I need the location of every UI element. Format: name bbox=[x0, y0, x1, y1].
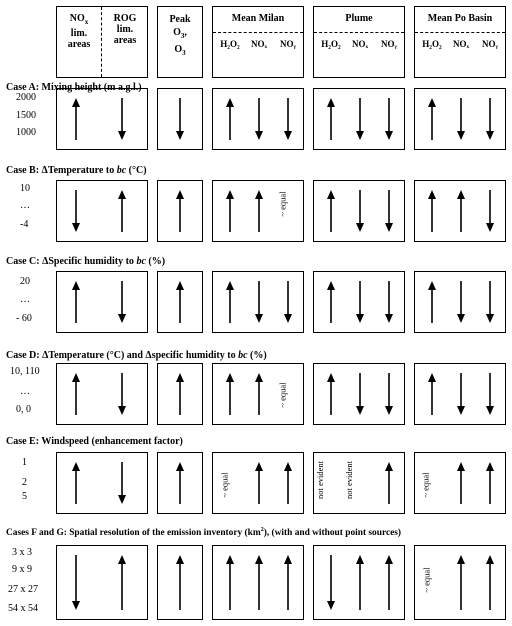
arrow-up-icon bbox=[226, 190, 234, 232]
level-label: 1 bbox=[22, 457, 27, 468]
level-label: 2 bbox=[22, 477, 27, 488]
level-label: … bbox=[20, 386, 30, 397]
level-label: 27 x 27 bbox=[8, 584, 38, 595]
level-label: … bbox=[20, 200, 30, 211]
arrow-down-icon bbox=[486, 190, 494, 232]
arrow-down-icon bbox=[486, 373, 494, 415]
arrow-down-icon bbox=[72, 555, 80, 610]
case-c-title: Case C: ΔSpecific humidity to bc (%) bbox=[6, 256, 166, 267]
level-label: 1000 bbox=[16, 127, 36, 138]
arrow-down-icon bbox=[118, 462, 126, 504]
level-label: 54 x 54 bbox=[8, 603, 38, 614]
arrow-up-icon bbox=[176, 190, 184, 232]
level-label: … bbox=[20, 294, 30, 305]
equal-note: ~ equal bbox=[421, 567, 432, 593]
peak-o3-label: Peak $O_3$, $O_3$ bbox=[169, 14, 191, 57]
arrow-down-icon bbox=[385, 98, 393, 140]
not-evident-note: not evident bbox=[344, 460, 355, 500]
equal-note: ~ equal bbox=[219, 472, 230, 498]
rog-limited-label: ROG lim. areas bbox=[113, 13, 137, 46]
arrow-down-icon bbox=[118, 373, 126, 415]
arrow-down-icon bbox=[255, 281, 263, 323]
level-label: 2000 bbox=[16, 92, 36, 103]
species-label: NOᵧ bbox=[279, 39, 297, 49]
arrow-up-icon bbox=[457, 190, 465, 232]
arrow-up-icon bbox=[356, 555, 364, 610]
arrow-up-icon bbox=[428, 281, 436, 323]
arrow-down-icon bbox=[457, 98, 465, 140]
level-label: 10 bbox=[20, 183, 30, 194]
arrow-up-icon bbox=[72, 281, 80, 323]
arrow-down-icon bbox=[356, 373, 364, 415]
case-a-title: Case A: Mixing height (m a.g.l.) bbox=[6, 82, 142, 93]
arrow-down-icon bbox=[385, 281, 393, 323]
arrow-up-icon bbox=[118, 555, 126, 610]
case-b-title: Case B: ΔTemperature to bc (°C) bbox=[6, 165, 147, 176]
arrow-down-icon bbox=[118, 281, 126, 323]
arrow-up-icon bbox=[428, 98, 436, 140]
arrow-up-icon bbox=[457, 555, 465, 610]
level-label: 20 bbox=[20, 276, 30, 287]
case-fg-title: Cases F and G: Spatial resolution of the emission inventory $(km^2)$, (with and without point sources) bbox=[6, 527, 402, 539]
species-label: NOᵧ bbox=[380, 39, 398, 49]
mean-po-basin-label: Mean Po Basin bbox=[427, 13, 493, 24]
level-label: 9 x 9 bbox=[12, 564, 32, 575]
arrow-up-icon bbox=[226, 281, 234, 323]
arrow-down-icon bbox=[118, 98, 126, 140]
species-label: H₂O₂ bbox=[321, 39, 341, 49]
species-label: NOₓ bbox=[250, 39, 268, 49]
plume-label: Plume bbox=[345, 13, 373, 24]
arrow-up-icon bbox=[176, 373, 184, 415]
arrow-down-icon bbox=[255, 98, 263, 140]
arrow-down-icon bbox=[284, 281, 292, 323]
arrow-up-icon bbox=[385, 555, 393, 610]
equal-note: ~ equal bbox=[277, 382, 288, 408]
arrow-up-icon bbox=[255, 555, 263, 610]
arrow-up-icon bbox=[327, 281, 335, 323]
species-label: NOₓ bbox=[452, 39, 470, 49]
arrow-up-icon bbox=[72, 462, 80, 504]
arrow-up-icon bbox=[176, 281, 184, 323]
species-label: NOₓ bbox=[351, 39, 369, 49]
species-label: H₂O₂ bbox=[220, 39, 240, 49]
arrow-down-icon bbox=[356, 281, 364, 323]
arrow-up-icon bbox=[255, 373, 263, 415]
arrow-down-icon bbox=[457, 373, 465, 415]
arrow-down-icon bbox=[385, 373, 393, 415]
arrow-up-icon bbox=[428, 190, 436, 232]
case-d-title: Case D: ΔTemperature (°C) and Δspecific humidity to bc (%) bbox=[6, 350, 267, 361]
arrow-down-icon bbox=[356, 190, 364, 232]
arrow-up-icon bbox=[176, 555, 184, 610]
nox-limited-label: $NO_x$ lim. areas bbox=[67, 13, 91, 50]
arrow-up-icon bbox=[428, 373, 436, 415]
arrow-up-icon bbox=[327, 190, 335, 232]
arrow-up-icon bbox=[486, 462, 494, 504]
arrow-up-icon bbox=[255, 190, 263, 232]
arrow-down-icon bbox=[385, 190, 393, 232]
arrow-up-icon bbox=[72, 373, 80, 415]
level-label: 3 x 3 bbox=[12, 547, 32, 558]
arrow-up-icon bbox=[284, 462, 292, 504]
equal-note: ~ equal bbox=[277, 191, 288, 217]
not-evident-note: not evident bbox=[315, 460, 326, 500]
level-label: 0, 0 bbox=[16, 404, 31, 415]
species-label: H₂O₂ bbox=[422, 39, 442, 49]
arrow-up-icon bbox=[486, 555, 494, 610]
arrow-down-icon bbox=[486, 281, 494, 323]
arrow-up-icon bbox=[284, 555, 292, 610]
arrow-up-icon bbox=[327, 98, 335, 140]
arrow-down-icon bbox=[176, 98, 184, 140]
arrow-up-icon bbox=[226, 373, 234, 415]
arrow-up-icon bbox=[327, 373, 335, 415]
arrow-up-icon bbox=[255, 462, 263, 504]
case-e-title: Case E: Windspeed (enhancement factor) bbox=[6, 436, 183, 447]
level-label: 5 bbox=[22, 491, 27, 502]
level-label: - 60 bbox=[16, 313, 32, 324]
level-label: 1500 bbox=[16, 110, 36, 121]
arrow-up-icon bbox=[226, 555, 234, 610]
arrow-up-icon bbox=[118, 190, 126, 232]
arrow-down-icon bbox=[486, 98, 494, 140]
arrow-up-icon bbox=[457, 462, 465, 504]
species-label: NOᵧ bbox=[481, 39, 499, 49]
equal-note: ~ equal bbox=[420, 472, 431, 498]
arrow-down-icon bbox=[72, 190, 80, 232]
arrow-down-icon bbox=[356, 98, 364, 140]
arrow-up-icon bbox=[385, 462, 393, 504]
level-label: 10, 110 bbox=[10, 366, 40, 377]
level-label: -4 bbox=[20, 219, 29, 230]
arrow-up-icon bbox=[226, 98, 234, 140]
arrow-down-icon bbox=[457, 281, 465, 323]
arrow-down-icon bbox=[327, 555, 335, 610]
arrow-up-icon bbox=[72, 98, 80, 140]
mean-milan-label: Mean Milan bbox=[231, 13, 285, 24]
arrow-down-icon bbox=[284, 98, 292, 140]
arrow-up-icon bbox=[176, 462, 184, 504]
